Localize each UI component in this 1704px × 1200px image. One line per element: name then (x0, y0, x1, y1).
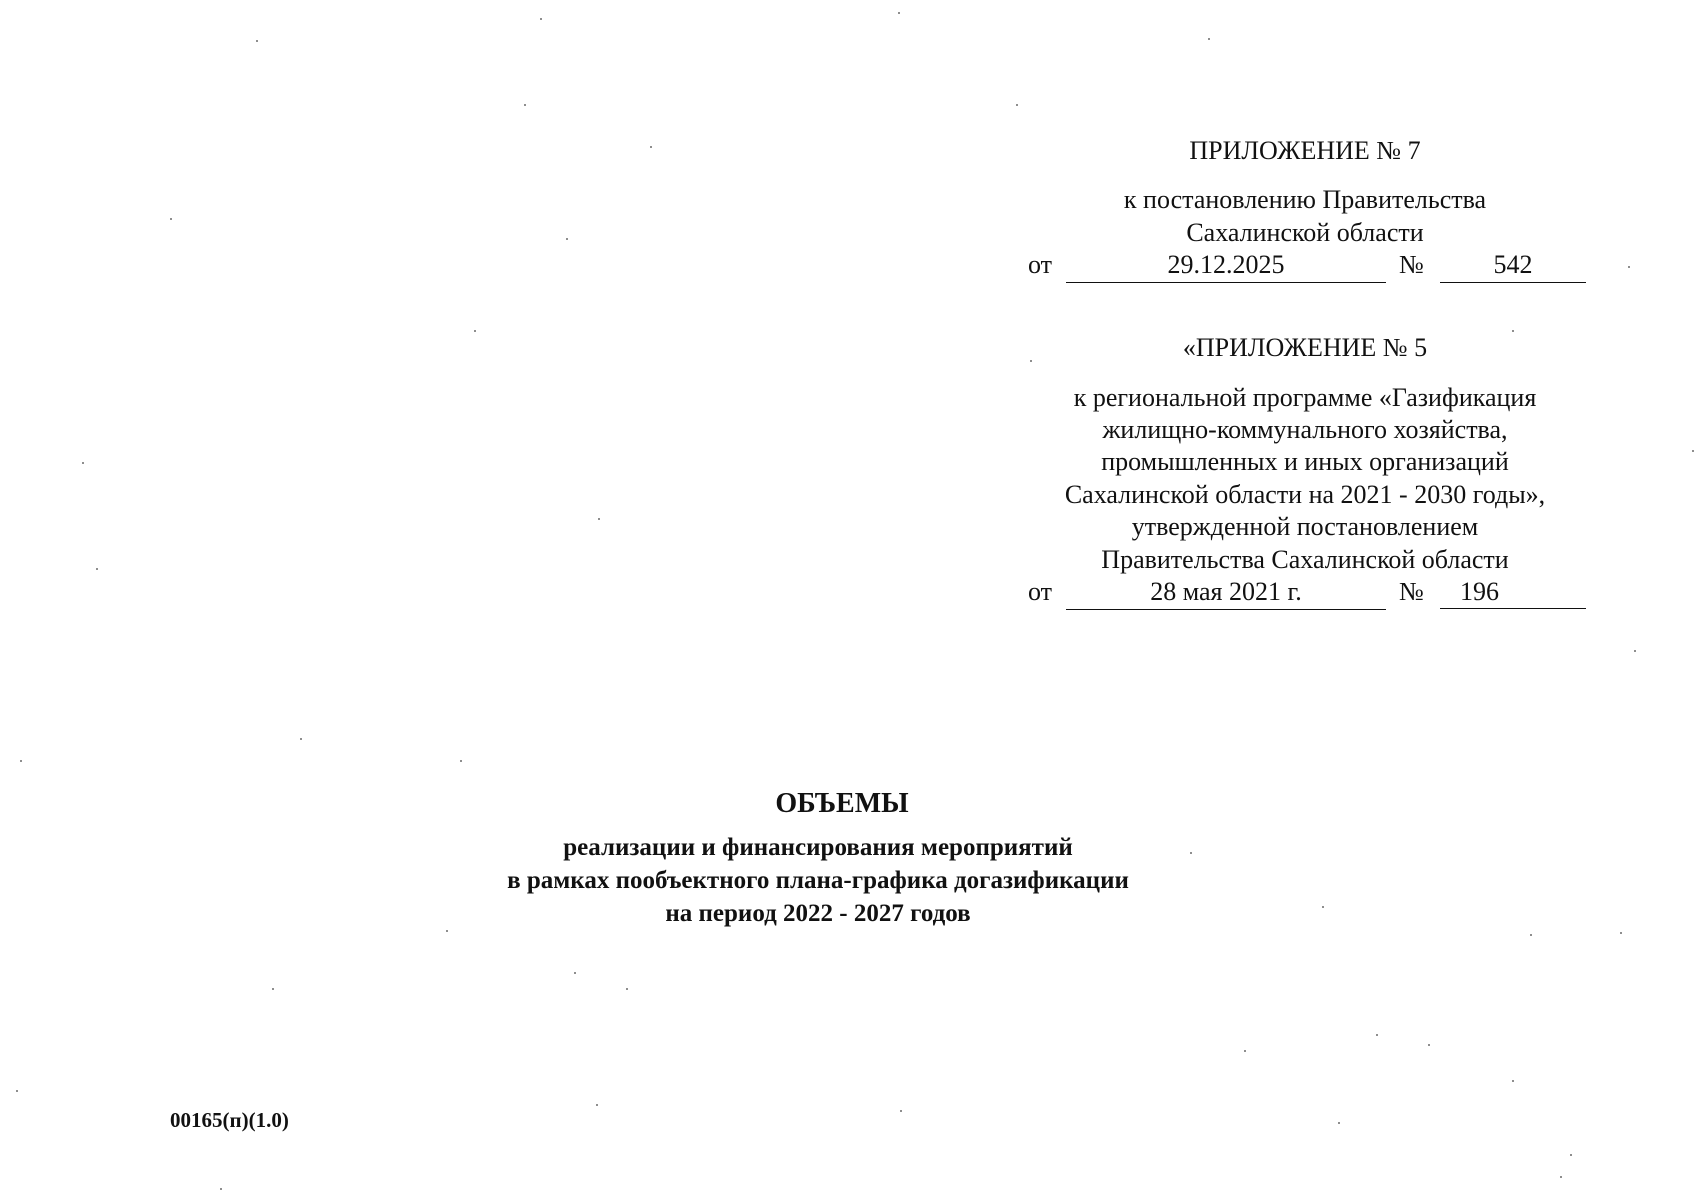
appendix-7-signature-row (1028, 250, 1588, 284)
decree-number: 542 (1440, 250, 1586, 283)
document-title: ОБЪЕМЫ (775, 788, 909, 819)
number-label: № (1399, 250, 1424, 279)
appendix-5-line-3: промышленных и иных организаций (1101, 447, 1509, 476)
from-label: от (1028, 577, 1053, 606)
program-number: 196 (1440, 577, 1586, 609)
appendix-7-line-2: Сахалинской области (1186, 218, 1424, 247)
appendix-5-line-5: утвержденной постановлением (1131, 512, 1479, 541)
appendix-5-signature-row (1028, 577, 1588, 611)
document-form-code: 00165(п)(1.0) (170, 1108, 289, 1132)
decree-date: 29.12.2025 (1066, 250, 1386, 283)
document-subtitle-line-2: в рамках пообъектного плана-графика догазификации (507, 867, 1129, 894)
appendix-5-line-1: к региональной программе «Газификация (1073, 383, 1537, 412)
appendix-7-heading: ПРИЛОЖЕНИЕ № 7 (1189, 136, 1421, 165)
program-date: 28 мая 2021 г. (1066, 577, 1386, 610)
from-label: от (1028, 250, 1053, 279)
appendix-5-line-2: жилищно-коммунального хозяйства, (1102, 415, 1508, 444)
appendix-5-line-4: Сахалинской области на 2021 - 2030 годы», (1064, 480, 1546, 509)
number-label: № (1399, 577, 1424, 606)
appendix-5-line-6: Правительства Сахалинской области (1101, 545, 1509, 574)
appendix-5-heading: «ПРИЛОЖЕНИЕ № 5 (1182, 333, 1428, 362)
document-subtitle-line-3: на период 2022 - 2027 годов (665, 900, 971, 927)
appendix-7-line-1: к постановлению Правительства (1123, 185, 1487, 214)
document-subtitle-line-1: реализации и финансирования мероприятий (563, 834, 1073, 861)
